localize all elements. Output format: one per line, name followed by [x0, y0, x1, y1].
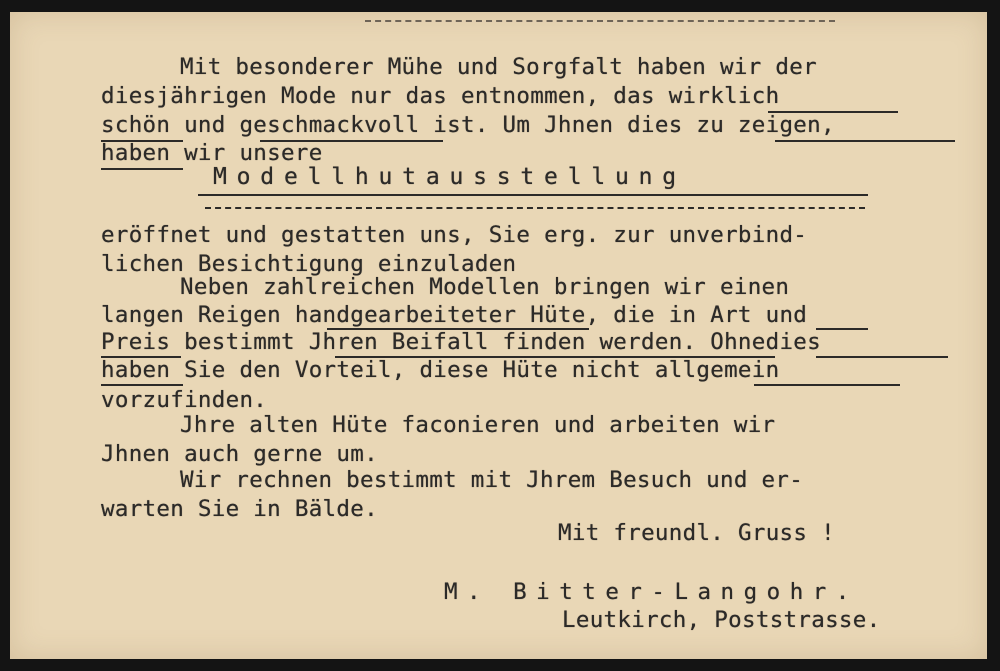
underline-haben-2: [101, 384, 183, 386]
headline-underline: [198, 194, 868, 196]
underline-allgemein: [754, 384, 900, 386]
underline-wirklich: [768, 111, 898, 113]
letter-line: haben Sie den Vorteil, diese Hüte nicht allgemein: [101, 357, 780, 383]
letter-line: Preis bestimmt Jhren Beifall finden werden. Ohnedies: [101, 329, 821, 355]
letter-line: Mit besonderer Mühe und Sorgfalt haben wir der: [180, 54, 817, 80]
underline-preis: [101, 356, 181, 358]
underline-art: [816, 328, 868, 330]
headline-underline-dashed: [205, 207, 865, 209]
letter-line: Neben zahlreichen Modellen bringen wir einen: [180, 274, 790, 300]
letter-line: vorzufinden.: [101, 387, 268, 413]
underline-schoen: [101, 140, 183, 142]
letter-line: Wir rechnen bestimmt mit Jhrem Besuch und er-: [180, 467, 804, 493]
signature-name: M. Bitter-Langohr.: [444, 579, 859, 605]
top-edge-dashes: [365, 20, 835, 22]
headline: Modellhutausstellung: [213, 164, 686, 190]
signature-address: Leutkirch, Poststrasse.: [562, 607, 881, 633]
underline-geschmackvoll: [260, 140, 443, 142]
letter-line: schön und geschmackvoll ist. Um Jhnen dies zu zeigen,: [101, 112, 835, 138]
closing: Mit freundl. Gruss !: [558, 520, 835, 546]
letter-line: haben wir unsere: [101, 140, 323, 166]
underline-handgearbeiteter: [327, 328, 589, 330]
underline-zu-zeigen: [775, 140, 955, 142]
letter-line: eröffnet und gestatten uns, Sie erg. zur unverbind-: [101, 222, 808, 248]
letter-line: Jhnen auch gerne um.: [101, 441, 378, 467]
letter-line: diesjährigen Mode nur das entnommen, das wirklich: [101, 83, 780, 109]
letter-line: lichen Besichtigung einzuladen: [101, 251, 517, 277]
underline-beifall: [335, 356, 775, 358]
letter-line: langen Reigen handgearbeiteter Hüte, die in Art und: [101, 302, 808, 328]
letter-line: warten Sie in Bälde.: [101, 496, 378, 522]
letter-line: Jhre alten Hüte faconieren und arbeiten wir: [180, 412, 776, 438]
underline-ohnedies: [816, 356, 948, 358]
underline-haben: [101, 168, 183, 170]
